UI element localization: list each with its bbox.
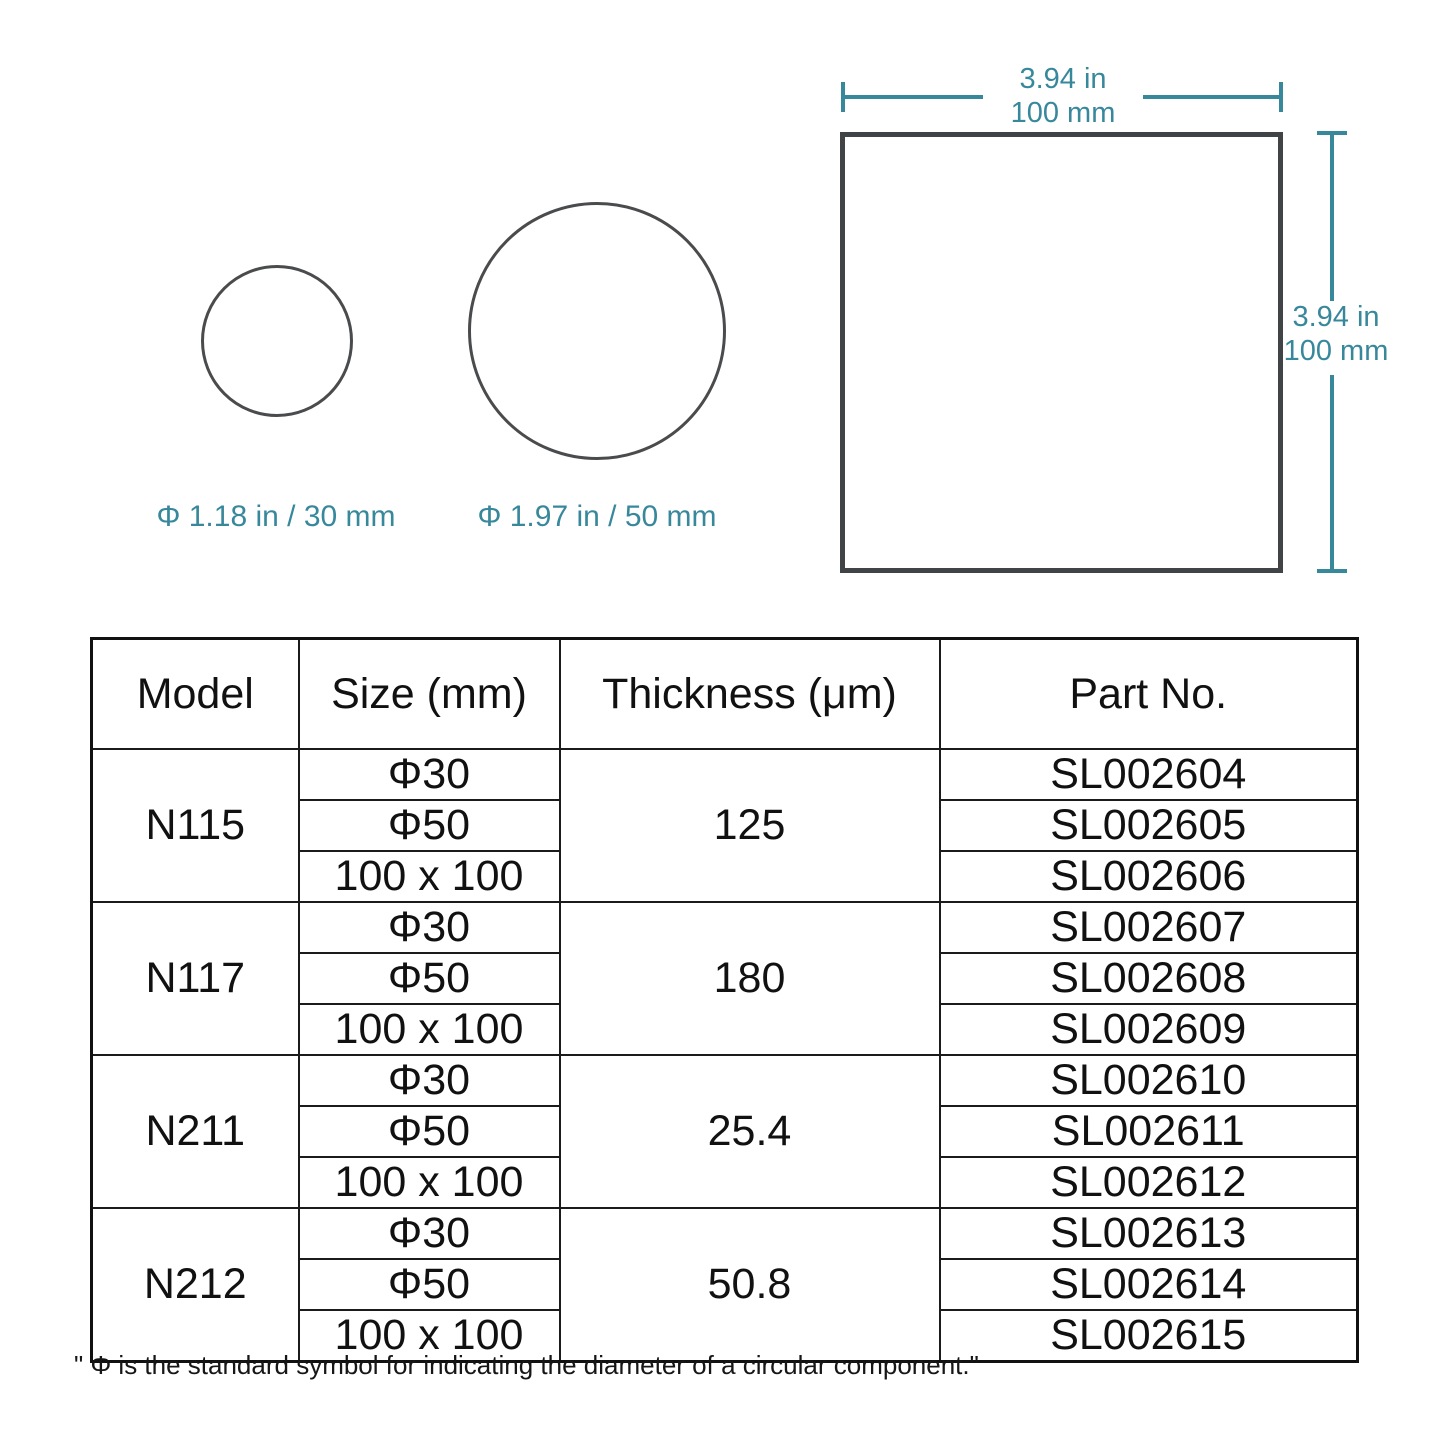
part-no-cell: SL002610 — [940, 1055, 1358, 1106]
width-dimension-tick-right — [1279, 82, 1283, 112]
model-cell: N212 — [92, 1208, 299, 1362]
part-no-cell: SL002614 — [940, 1259, 1358, 1310]
circle-30mm — [201, 265, 353, 417]
col-header-part-no: Part No. — [940, 639, 1358, 750]
part-no-cell: SL002606 — [940, 851, 1358, 902]
width-dimension-line-right — [1143, 95, 1281, 99]
circle-50mm-label: Φ 1.97 in / 50 mm — [477, 500, 717, 533]
size-cell: 100 x 100 — [299, 851, 560, 902]
model-cell: N211 — [92, 1055, 299, 1208]
size-cell: 100 x 100 — [299, 1004, 560, 1055]
circle-30mm-label: Φ 1.18 in / 30 mm — [156, 500, 396, 533]
thickness-cell: 125 — [560, 749, 940, 902]
table-row — [92, 1055, 1358, 1106]
size-cell: Φ50 — [299, 953, 560, 1004]
width-dimension-label-mm: 100 mm — [1010, 97, 1116, 129]
part-no-cell: SL002612 — [940, 1157, 1358, 1208]
height-dimension-tick-bottom — [1317, 569, 1347, 573]
thickness-cell: 180 — [560, 902, 940, 1055]
table-row — [92, 902, 1358, 953]
height-dimension-label — [1268, 300, 1404, 368]
width-dimension-line-left — [843, 95, 983, 99]
size-cell: 100 x 100 — [299, 1157, 560, 1208]
part-no-cell: SL002605 — [940, 800, 1358, 851]
part-no-cell: SL002604 — [940, 749, 1358, 800]
part-no-cell: SL002607 — [940, 902, 1358, 953]
table-header-row — [92, 639, 1358, 750]
size-cell: Φ50 — [299, 1106, 560, 1157]
thickness-cell: 50.8 — [560, 1208, 940, 1362]
circle-50mm — [468, 202, 726, 460]
part-no-cell: SL002611 — [940, 1106, 1358, 1157]
phi-footnote: " Φ is the standard symbol for indicating the diameter of a circular component." — [74, 1350, 979, 1380]
part-no-cell: SL002613 — [940, 1208, 1358, 1259]
model-cell: N115 — [92, 749, 299, 902]
model-cell: N117 — [92, 902, 299, 1055]
thickness-cell: 25.4 — [560, 1055, 940, 1208]
height-dimension-label-in: 3.94 in — [1292, 301, 1380, 333]
size-cell: Φ30 — [299, 1055, 560, 1106]
height-dimension-label-mm: 100 mm — [1283, 335, 1389, 367]
width-dimension-label — [983, 62, 1143, 130]
size-cell: Φ30 — [299, 1208, 560, 1259]
col-header-size: Size (mm) — [299, 639, 560, 750]
table-row — [92, 749, 1358, 800]
size-cell: Φ50 — [299, 800, 560, 851]
square-100mm — [840, 132, 1283, 573]
height-dimension-line-bottom — [1330, 375, 1334, 571]
width-dimension-label-in: 3.94 in — [1019, 63, 1107, 95]
part-no-cell: SL002609 — [940, 1004, 1358, 1055]
table-row — [92, 1208, 1358, 1259]
part-no-cell: SL002615 — [940, 1310, 1358, 1362]
size-cell: 100 x 100 — [299, 1310, 560, 1362]
size-cell: Φ50 — [299, 1259, 560, 1310]
spec-table — [90, 637, 1359, 1363]
col-header-model: Model — [92, 639, 299, 750]
size-cell: Φ30 — [299, 749, 560, 800]
size-cell: Φ30 — [299, 902, 560, 953]
height-dimension-line-top — [1330, 133, 1334, 301]
part-no-cell: SL002608 — [940, 953, 1358, 1004]
col-header-thickness: Thickness (μm) — [560, 639, 940, 750]
